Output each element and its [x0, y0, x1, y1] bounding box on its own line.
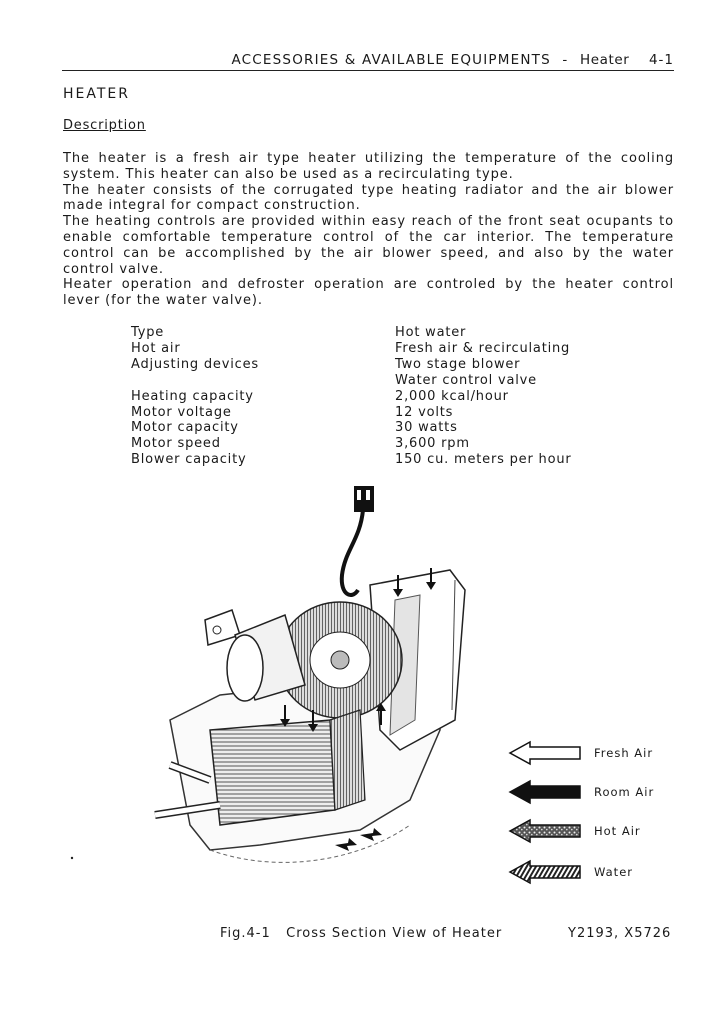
- legend-label: Hot Air: [594, 824, 641, 838]
- legend-label: Water: [594, 865, 633, 879]
- spec-value: Fresh air & recirculating: [395, 340, 571, 356]
- spec-value: 3,600 rpm: [395, 436, 470, 452]
- spec-label: Motor voltage: [131, 404, 232, 420]
- spec-label: Hot air: [131, 340, 181, 356]
- hot-air-arrow-icon: [508, 816, 584, 846]
- legend-item-hot-air: [508, 816, 678, 846]
- spec-label: Motor speed: [131, 436, 221, 452]
- page-header: [62, 52, 674, 71]
- spec-row: [131, 405, 572, 421]
- paragraph: The heater is a fresh air type heater utilizing the temperature of the cooling system. This heater can also be used as a recirculating type.: [63, 151, 674, 182]
- legend-item-fresh-air: [508, 738, 678, 768]
- spec-label: Type: [131, 325, 165, 340]
- legend-label: Fresh Air: [594, 746, 654, 760]
- spec-value: 12 volts: [395, 404, 454, 420]
- spec-value: Water control valve: [395, 372, 537, 388]
- page-number: 4-1: [648, 52, 674, 68]
- fresh-air-arrow-icon: [508, 738, 584, 768]
- legend-item-room-air: [508, 777, 678, 807]
- spec-row: [131, 341, 572, 357]
- water-arrow-icon: [508, 857, 584, 887]
- paragraph: Heater operation and defroster operation are controled by the heater control lever (for the water valve).: [63, 277, 674, 309]
- legend-item-water: [508, 857, 678, 887]
- spec-row: [131, 436, 572, 452]
- spec-label: Adjusting devices: [131, 356, 259, 372]
- spec-row: [131, 420, 572, 436]
- spec-row: [131, 452, 572, 468]
- spec-row: [131, 389, 572, 405]
- header-separator: -: [562, 52, 569, 68]
- legend-label: Room Air: [594, 785, 655, 799]
- header-text: [231, 52, 674, 68]
- figure-code: Y2193, X5726: [568, 926, 672, 941]
- spec-table: [131, 325, 572, 468]
- paragraph: The heating controls are provided within easy reach of the front seat ocupants to enable comfortable temperature control of the car interior. The temperature control can be accomplished by the air blower speed, and also by the water control valve.: [63, 214, 674, 277]
- spec-value: Two stage blower: [395, 356, 521, 372]
- paragraph: The heater consists of the corrugated type heating radiator and the air blower made integral for compact construction.: [63, 182, 674, 214]
- spec-label: Blower capacity: [131, 452, 247, 468]
- section-title: HEATER: [63, 86, 130, 102]
- spec-row: [131, 357, 572, 373]
- spec-value: 150 cu. meters per hour: [395, 452, 572, 468]
- spec-row: [131, 325, 572, 341]
- header-section: ACCESSORIES & AVAILABLE EQUIPMENTS: [231, 52, 551, 68]
- section-subtitle: Description: [63, 118, 146, 133]
- heater-cross-section-illustration: [60, 480, 480, 880]
- spec-value: Hot water: [395, 325, 467, 340]
- wire-harness: [342, 486, 374, 595]
- spec-value: 30 watts: [395, 420, 458, 436]
- spec-row: [131, 373, 572, 389]
- spec-label: Motor capacity: [131, 420, 239, 436]
- spec-value: 2,000 kcal/hour: [395, 388, 509, 404]
- figure-caption: Fig.4-1 Cross Section View of Heater: [220, 926, 503, 941]
- room-air-arrow-icon: [508, 777, 584, 807]
- description-text: [63, 151, 674, 309]
- spec-label: [131, 373, 395, 389]
- spec-label: Heating capacity: [131, 388, 254, 404]
- header-subsection: Heater: [579, 52, 630, 68]
